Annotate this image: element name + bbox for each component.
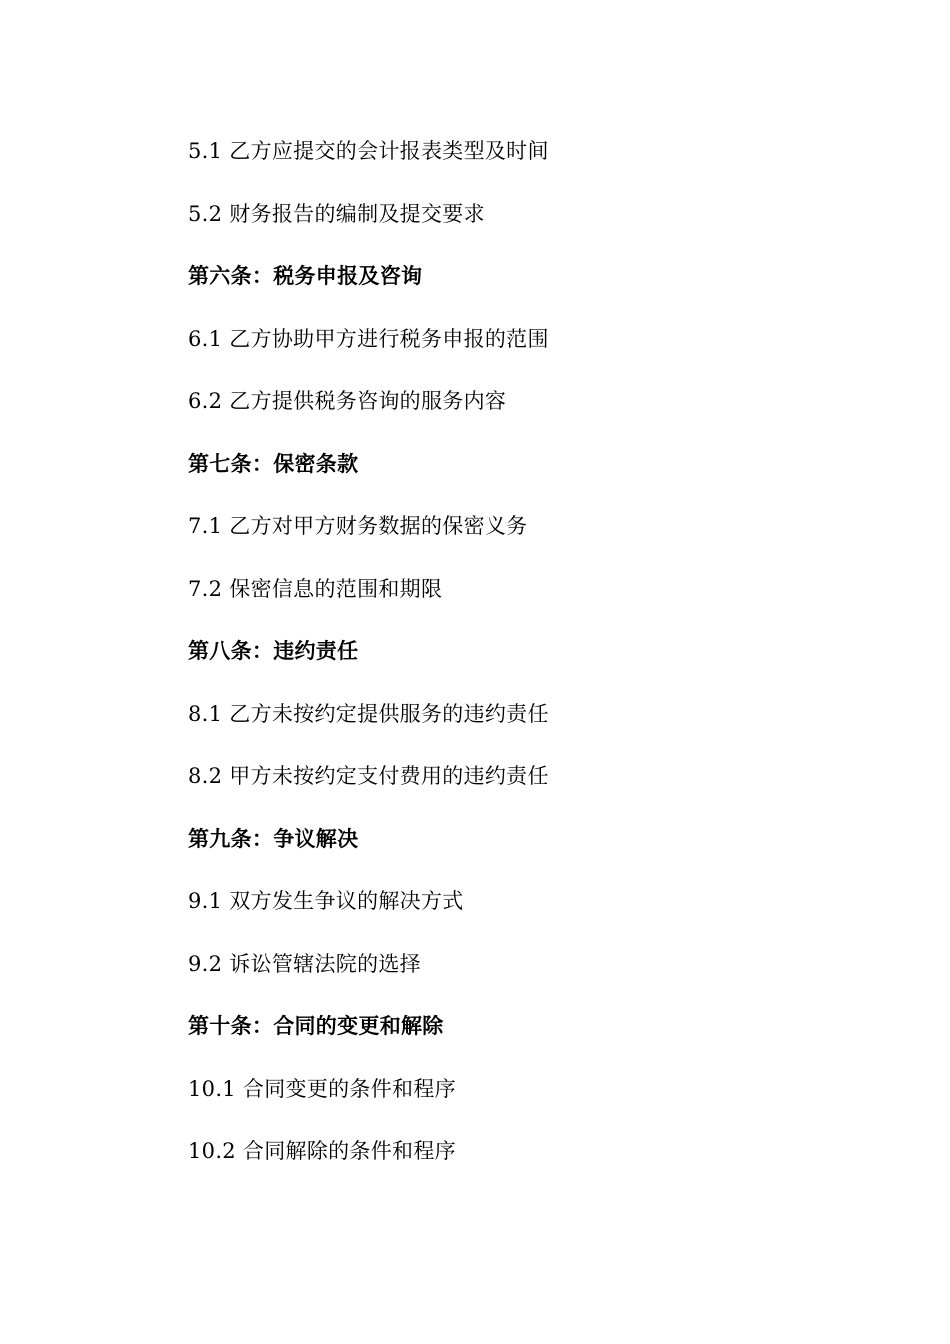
clause-10-1: 10.1 合同变更的条件和程序	[188, 1076, 456, 1101]
article-10-heading: 第十条：合同的变更和解除	[188, 1014, 444, 1038]
document-body	[188, 126, 868, 1189]
article-7-heading: 第七条：保密条款	[188, 451, 359, 476]
article-9-heading: 第九条：争议解决	[188, 826, 359, 851]
clause-8-1: 8.1 乙方未按约定提供服务的违约责任	[188, 701, 549, 726]
clause-10-2: 10.2 合同解除的条件和程序	[188, 1139, 456, 1163]
clause-5-2: 5.2 财务报告的编制及提交要求	[188, 201, 485, 226]
article-6-heading: 第六条：税务申报及咨询	[188, 264, 423, 288]
clause-7-1: 7.1 乙方对甲方财务数据的保密义务	[188, 514, 528, 538]
clause-7-2: 7.2 保密信息的范围和期限	[188, 576, 443, 601]
clause-6-2: 6.2 乙方提供税务咨询的服务内容	[188, 389, 507, 413]
clause-8-2: 8.2 甲方未按约定支付费用的违约责任	[188, 764, 549, 788]
clause-9-1: 9.1 双方发生争议的解决方式	[188, 889, 464, 913]
clause-9-2: 9.2 诉讼管辖法院的选择	[188, 951, 421, 976]
clause-5-1: 5.1 乙方应提交的会计报表类型及时间	[188, 139, 549, 163]
article-8-heading: 第八条：违约责任	[188, 639, 359, 663]
clause-6-1: 6.1 乙方协助甲方进行税务申报的范围	[188, 326, 549, 351]
